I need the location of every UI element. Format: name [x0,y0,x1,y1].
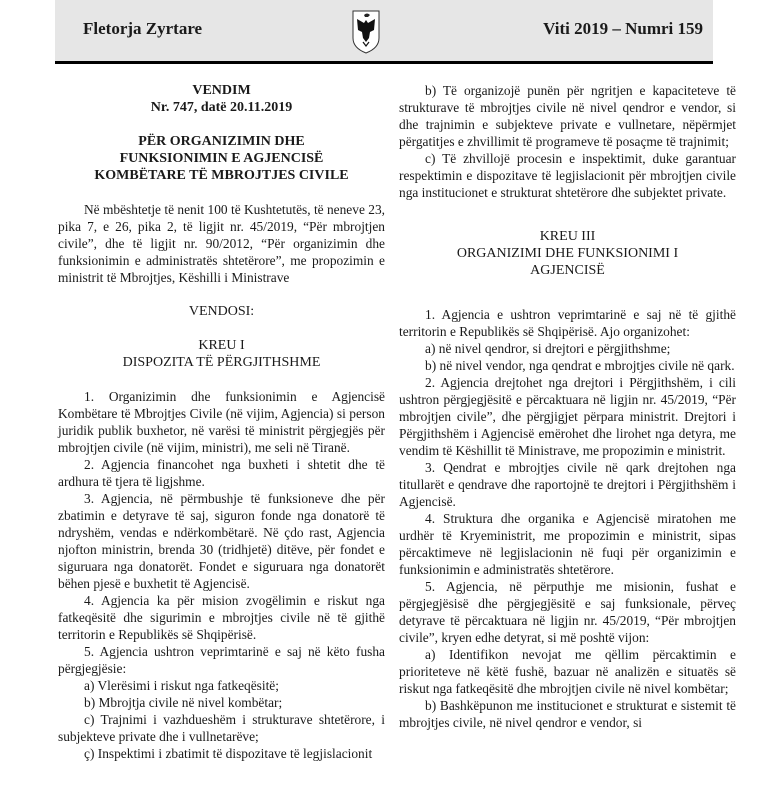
chapter-heading: KREU I [198,338,245,353]
publication-name: Fletorja Zyrtare [83,19,203,38]
list-item: b) Bashkëpunon me institucionet e strukturat e sistemit të mbrojtjes civile, në nivel qendror e vendor, si [399,698,736,730]
paragraph: 1. Agjencia e ushtron veprimtarinë e saj në të gjithë territorin e Republikës së Shqipërisë. Ajo organizohet: [399,307,736,339]
chapter-title: DISPOZITA TË PËRGJITHSHME [122,355,321,370]
chapter-heading: KREU III [539,229,596,244]
list-item: c) Trajnimi i vazhdueshëm i strukturave shtetërore, i subjekteve private dhe i vullnetarëve; [58,712,385,744]
list-item: b) në nivel vendor, nga qendrat e mbrojtjes civile në qark. [425,358,735,373]
list-item: a) Identifikon nevojat me qëllim përcaktimin e prioriteteve në këtë fushë, bazuar në analizën e situatës së riskut nga fatkeqësitë dhe mbrojtjen civile në nivel kombëtar; [399,647,736,696]
gazette-header [55,0,713,64]
list-item: b) Të organizojë punën për ngritjen e kapaciteteve të strukturave të mbrojtjes civile në nivel qendror e vendor, si dhe trajnimin e subjekteve private e vullnetare, nëpërmjet përgatitjes e zhvillimit të programeve të posaçme të trajnimit; [399,83,736,149]
paragraph: 2. Agjencia financohet nga buxheti i shtetit dhe të ardhura të tjera të ligjshme. [58,457,385,489]
list-item: c) Të zhvillojë procesin e inspektimit, duke garantuar respektimin e dispozitave të legjislacionit për mbrojtjen civile nga institucionet e strukturat shtetërore dhe subjektet private. [399,151,736,200]
list-item: b) Mbrojtja civile në nivel kombëtar; [84,695,283,710]
decision-title-line: FUNKSIONIMIN E AGJENCISË [119,151,324,166]
decision-title-line: KOMBËTARE TË MBROJTJES CIVILE [94,168,349,183]
decision-title-line: PËR ORGANIZIMIN DHE [138,134,305,149]
list-item: a) Vlerësimi i riskut nga fatkeqësitë; [84,678,279,693]
paragraph: 2. Agjencia drejtohet nga drejtori i Përgjithshëm, i cili ushtron përgjegjësitë e përcaktuara në ligjin nr. 45/2019, “Për mbrojtjen civile”, dhe përgjigjet përpara ministrit. Drejtori i Përgjithshëm i Agjencisë emërohet dhe lirohet nga detyra, me vendim të Këshillit të Ministrave, me propozimin e ministrit. [399,375,736,458]
paragraph: 5. Agjencia ushtron veprimtarinë e saj në këto fusha përgjegjësie: [58,644,385,676]
list-item: ç) Inspektimi i zbatimit të dispozitave të legjislacionit [84,746,373,761]
decides-label: VENDOSI: [188,304,255,319]
paragraph: 4. Struktura dhe organika e Agjencisë miratohen me urdhër të Kryeministrit, me propozimin e ministrit, sipas përcaktimeve në legjislacionin në fuqi për organizimin e funksionimin e administratës shtetërore. [399,511,736,577]
right-column [399,82,736,731]
paragraph: 4. Agjencia ka për mision zvogëlimin e riskut nga fatkeqësitë dhe sigurimin e mbrojtjes civile në të gjithë territorin e Republikës së Shqipërisë. [58,593,385,642]
albanian-coat-of-arms-icon [351,8,381,54]
decision-heading [58,82,385,184]
paragraph: 3. Qendrat e mbrojtjes civile në qark drejtohen nga titullarët e qendrave dhe raportojnë te drejtori i Përgjithshëm i Agjencisë. [399,460,736,509]
chapter-title-line: ORGANIZIMI DHE FUNKSIONIMI I [456,246,679,261]
chapter-title-line: AGJENCISË [530,263,605,278]
issue-number: Viti 2019 – Numri 159 [543,19,703,38]
paragraph: 5. Agjencia, në përputhje me misionin, fushat e përgjegjësisë dhe përgjegjësitë e saj funksionale, përveç detyrave të përcaktuara në ligjin nr. 45/2019, “Për mbrojtjen civile”, kryen edhe detyrat, si më poshtë vijon: [399,579,736,645]
paragraph: 3. Agjencia, në përmbushje të funksioneve dhe për zbatimin e detyrave të saj, siguron fonde nga donatorë të ndryshëm, vendas e ndërkombëtarë. Në çdo rast, Agjencia njofton ministrin, brenda 30 (tridhjetë) ditëve, për fondet e siguruara nga donatorët. Fondet e siguruara nga donatorët bëhen pjesë e buxhetit të Agjencisë. [58,491,385,591]
left-column [58,82,385,762]
decision-type: VENDIM [192,83,251,98]
list-item: a) në nivel qendror, si drejtori e përgjithshme; [425,341,671,356]
preamble: Në mbështetje të nenit 100 të Kushtetutës, të neneve 23, pika 7, e 26, pika 2, të ligjit nr. 45/2019, “Për mbrojtjen civile”, dhe të ligjit nr. 90/2012, “Për organizimin dhe funksionimin e administratës shtetërore”, me propozimin e ministrit të Mbrojtjes, Këshilli i Ministrave [58,202,385,285]
decision-number-date: Nr. 747, datë 20.11.2019 [150,100,293,115]
paragraph: 1. Organizimin dhe funksionimin e Agjencisë Kombëtare të Mbrojtjes Civile (në vijim, Agjencia) si person juridik publik buxhetor, në varësi të ministrit përgjegjës për mbrojtjen civile (në vijim, ministri), me seli në Tiranë. [58,389,385,455]
